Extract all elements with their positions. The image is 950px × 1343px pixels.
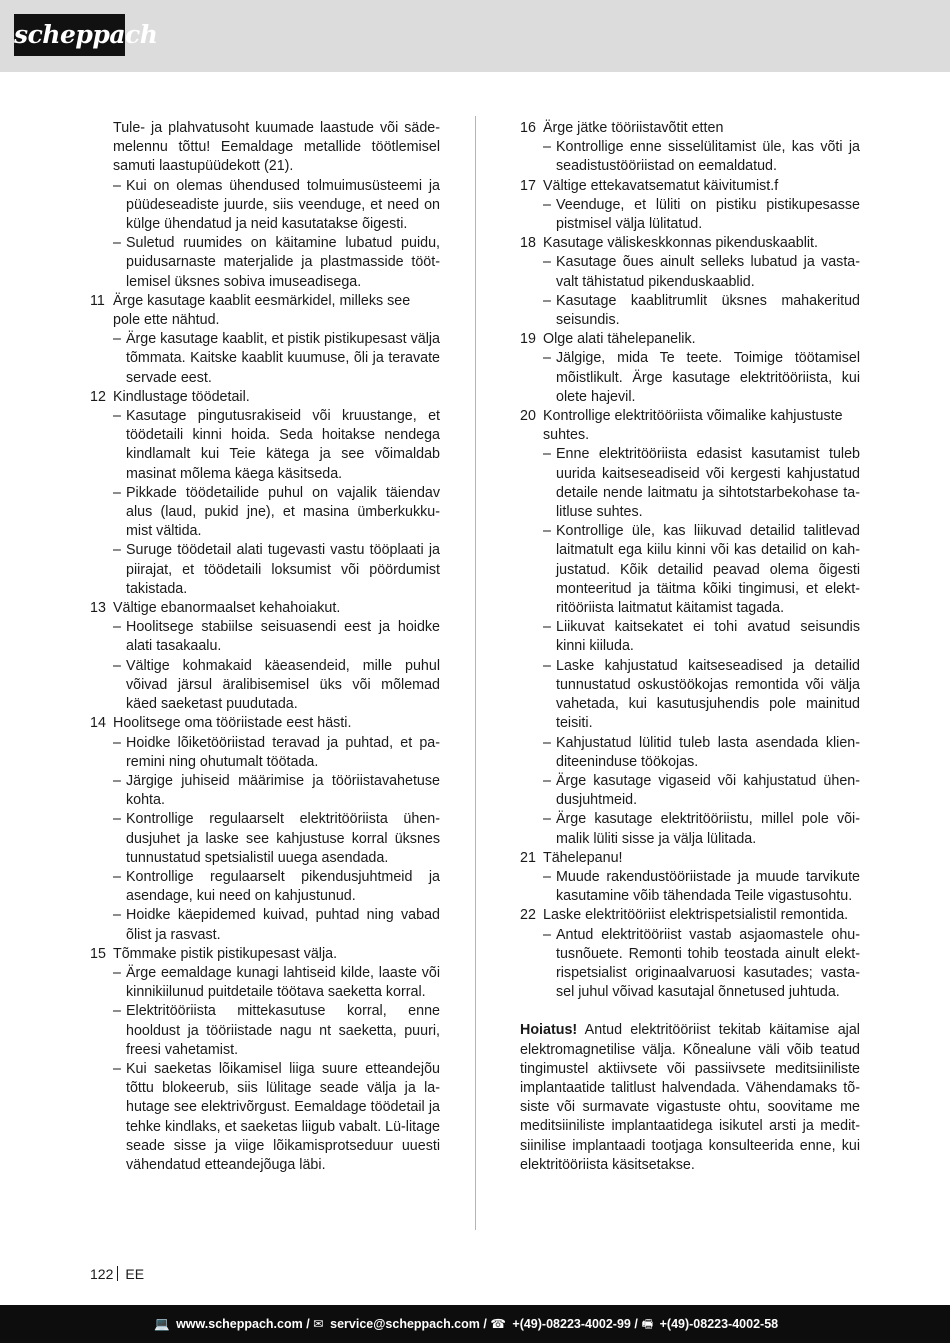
bullet-item <box>90 330 440 388</box>
item-heading: Kontrollige elektritööriista võimalike kahjustuste suhtes. <box>543 408 843 444</box>
dash-bullet-icon: – <box>113 484 121 501</box>
bullet-text: Ärge eemaldage kunagi lahtiseid kilde, laaste või kinnikiilunud puitdetaile töötava saeketta korral. <box>126 964 440 1001</box>
bullet-text: Kasutage õues ainult selleks lubatud ja vasta-valt tähistatud pikenduskaablid. <box>556 254 860 290</box>
bullet-item <box>520 734 860 772</box>
item-number: 11 <box>90 292 105 309</box>
item-number: 21 <box>520 849 536 866</box>
column-divider <box>475 116 476 1230</box>
item-number: 19 <box>520 331 536 348</box>
bullet-text: Veenduge, et lüliti on pistiku pistikupesasse pistmisel välja lülitatud. <box>556 196 860 233</box>
bullet-item <box>90 484 440 542</box>
item-heading: Tähelepanu! <box>543 849 623 866</box>
dash-bullet-icon: – <box>113 811 121 828</box>
bullet-item <box>520 618 860 656</box>
bullet-item <box>520 772 860 810</box>
bullet-text: Suruge töödetail alati tugevasti vastu tööplaati ja piirajat, et töödetaili loksumist või pöördumist takistada. <box>126 542 440 597</box>
bullet-text: Kontrollige regulaarselt pikendusjuhtmeid ja asendage, kui need on kahjustunud. <box>126 868 440 905</box>
bullet-item <box>90 407 440 484</box>
item-heading: Kindlustage töödetail. <box>113 388 250 405</box>
bullet-item <box>90 1002 440 1060</box>
bullet-item <box>90 541 440 599</box>
dash-bullet-icon: – <box>113 1060 121 1077</box>
bullet-text: Kahjustatud lülitid tuleb lasta asendada klien-diteeninduse töökojas. <box>556 734 860 770</box>
item-heading: Vältige ebanormaalset kehahoiakut. <box>113 600 341 617</box>
item-heading: Vältige ettekavatsematut käivitumist.f <box>543 177 779 194</box>
dash-bullet-icon: – <box>543 446 551 463</box>
dash-bullet-icon: – <box>543 196 551 213</box>
bullet-item <box>90 810 440 868</box>
bullet-text: Suletud ruumides on käitamine lubatud puidu, puidusarnaste materjalide ja plastmasside tööt-lemisel üksnes sobiva imuseadisega. <box>126 235 440 290</box>
bullet-item <box>90 1060 440 1175</box>
bullet-item <box>520 138 860 176</box>
page-header <box>0 0 950 72</box>
bullet-item <box>520 253 860 291</box>
phone-icon: ☎ <box>490 1317 506 1331</box>
dash-bullet-icon: – <box>113 177 121 194</box>
numbered-item <box>520 407 860 445</box>
numbered-item <box>520 119 860 138</box>
dash-bullet-icon: – <box>543 619 551 636</box>
bullet-text: Kontrollige üle, kas liikuvad detailid talitlevad laitmatult ega kiilu kinni või kas detailid on kah-justatud. Kõik detailid peavad olema õigesti monteeritud ja täitma kõiki tingimusi, et elekt-ritööriista laitmatut käitamist tagada. <box>556 523 860 617</box>
dash-bullet-icon: – <box>113 772 121 789</box>
dash-bullet-icon: – <box>113 868 121 885</box>
bullet-item <box>90 618 440 656</box>
item-heading: Ärge jätke tööriistavõtit etten <box>543 120 724 136</box>
dash-bullet-icon: – <box>543 772 551 789</box>
dash-bullet-icon: – <box>113 907 121 924</box>
warning-label: Hoiatus! <box>520 1022 578 1039</box>
bullet-text: Elektritööriista mittekasutuse korral, enne hooldust ja tööriistade nagu nt saeketta, puuri, freesi vahetamist. <box>126 1003 440 1058</box>
bullet-item <box>520 926 860 1003</box>
bullet-item <box>520 522 860 618</box>
dash-bullet-icon: – <box>543 926 551 943</box>
bullet-text: Muude rakendustööriistade ja muude tarvikute kasutamine võib tähendada Teile vigastusohtu. <box>556 868 860 905</box>
bullet-item <box>90 868 440 906</box>
bullet-item <box>520 445 860 522</box>
item-heading: Tõmmake pistik pistikupesast välja. <box>113 945 338 962</box>
numbered-item <box>520 849 860 868</box>
item-number: 18 <box>520 235 536 252</box>
mail-icon: ✉ <box>313 1317 324 1331</box>
warning-paragraph <box>520 1021 860 1175</box>
bullet-text: Hoidke lõiketööriistad teravad ja puhtad, et pa-remini ning ohutumalt töötada. <box>126 734 440 770</box>
footer-fax: +(49)-08223-4002-58 <box>659 1317 779 1331</box>
item-number: 12 <box>90 388 106 405</box>
bullet-text: Kontrollige enne sisselülitamist üle, kas võti ja seadistustööriistad on eemaldatud. <box>556 139 860 175</box>
dash-bullet-icon: – <box>543 811 551 828</box>
numbered-item <box>90 292 440 330</box>
monitor-icon: 💻 <box>154 1317 170 1331</box>
dash-bullet-icon: – <box>113 542 121 559</box>
numbered-item <box>520 234 860 253</box>
dash-bullet-icon: – <box>113 331 121 348</box>
item-heading: Hoolitsege oma tööriistade eest hästi. <box>113 715 352 732</box>
bullet-item <box>90 964 440 1002</box>
bullet-text: Kasutage kaablitrumlit üksnes mahakeritud seisundis. <box>556 292 860 329</box>
dash-bullet-icon: – <box>543 139 551 156</box>
footer-phone: +(49)-08223-4002-99 / <box>512 1317 638 1331</box>
dash-bullet-icon: – <box>113 408 121 425</box>
item-number: 14 <box>90 715 106 732</box>
item-number: 15 <box>90 945 106 962</box>
footer-web[interactable]: www.scheppach.com / <box>176 1317 310 1331</box>
dash-bullet-icon: – <box>113 964 121 981</box>
numbered-item <box>520 330 860 349</box>
dash-bullet-icon: – <box>113 1003 121 1020</box>
dash-bullet-icon: – <box>113 235 121 252</box>
bullet-item <box>520 292 860 330</box>
numbered-item <box>520 906 860 925</box>
bullet-item <box>520 868 860 906</box>
dash-bullet-icon: – <box>113 657 121 674</box>
right-column-items <box>520 119 860 1002</box>
warning-text: Antud elektritööriist tekitab käitamise ajal elektromagnetilise välja. Kõnealune väli võib teatud tingimustel aktiivsete või passiivsete meditsiiniliste implantaatide talitlust halvendada. Vähendamaks tõ-siste või surmavate vigastuste ohtu, soovitame me meditsiiniliste implantaatidega isikutel arsti ja medit-siinilise implantaadi tootjaga konsulteerida enne, kui elektritööriista käsitsetakse. <box>520 1022 860 1173</box>
item-heading: Olge alati tähelepanelik. <box>543 331 696 348</box>
bullet-text: Ärge kasutage elektritööriistu, millel pole või-malik lüliti sisse ja välja lülitada. <box>556 811 860 847</box>
contact-footer <box>0 1305 950 1343</box>
page-number-separator <box>117 1266 118 1281</box>
dash-bullet-icon: – <box>543 350 551 367</box>
bullet-text: Pikkade töödetailide puhul on vajalik täiendav alus (laud, pukid jne), et masina ümberkukku-mist vältida. <box>126 484 440 540</box>
fax-icon: 🖷 <box>641 1317 654 1331</box>
bullet-item <box>90 906 440 944</box>
dash-bullet-icon: – <box>113 619 121 636</box>
contact-line <box>154 1305 778 1343</box>
item-number: 20 <box>520 408 536 425</box>
bullet-text: Hoidke käepidemed kuivad, puhtad ning vabad õlist ja rasvast. <box>126 907 440 943</box>
numbered-item <box>90 945 440 964</box>
dash-bullet-icon: – <box>543 254 551 271</box>
numbered-item <box>90 599 440 618</box>
dash-bullet-icon: – <box>543 734 551 751</box>
bullet-text: Kui on olemas ühendused tolmuimusüsteemi ja püüdeseadiste juurde, siis veenduge, et need on külge ühendatud ja neid kasutatakse õigesti. <box>126 177 440 233</box>
item-heading: Ärge kasutage kaablit eesmärkidel, milleks see pole ette nähtud. <box>113 292 411 329</box>
brand-logo: scheppach <box>14 14 125 56</box>
bullet-text: Laske kahjustatud kaitseseadised ja detailid tunnustatud oskustöökojas remontida või välja vahetada, kui kasutusjuhendis pole mainitud teisiti. <box>556 657 860 732</box>
bullet-text: Enne elektritööriista edasist kasutamist tuleb uurida kaitseseadiseid või kergesti kahjustatud detaile nende laitmatu ja sihtotstarbekohase ta-litluse suhtes. <box>556 446 860 521</box>
bullet-item <box>90 734 440 772</box>
dash-bullet-icon: – <box>543 523 551 540</box>
bullet-item <box>520 196 860 234</box>
item-heading: Kasutage väliskeskkonnas pikenduskaablit. <box>543 235 818 252</box>
footer-email[interactable]: service@scheppach.com / <box>330 1317 487 1331</box>
dash-bullet-icon: – <box>113 734 121 751</box>
item-number: 17 <box>520 177 536 194</box>
bullet-text: Hoolitsege stabiilse seisuasendi eest ja hoidke alati tasakaalu. <box>126 619 440 655</box>
right-column <box>520 119 860 1175</box>
left-column <box>90 119 440 1175</box>
bullet-item <box>90 657 440 715</box>
bullet-item <box>520 810 860 848</box>
bullet-text: Antud elektritööriist vastab asjaomastele ohu-tusnõuete. Remonti tohib teostada ainult elekt-rispetsialist originaalvaruosi kasutades; vasta-sel juhul võivad kasutajal õnnetused juhtuda. <box>556 926 860 1001</box>
bullet-text: Järgige juhiseid määrimise ja tööriistavahetuse kohta. <box>126 772 440 809</box>
numbered-item <box>520 177 860 196</box>
page-footer-number <box>90 1264 144 1284</box>
bullet-item <box>90 177 440 235</box>
dash-bullet-icon: – <box>543 292 551 309</box>
bullet-item <box>90 234 440 292</box>
bullet-text: Kasutage pingutusrakiseid või kruustange, et töödetaili kinni hoida. Seda hoitakse nendega kindlamalt kui Teie kätega ja see võimaldab masinat mõlema käega käsitseda. <box>126 408 440 482</box>
item-number: 22 <box>520 907 536 924</box>
page-language: EE <box>125 1266 145 1282</box>
continued-paragraph: Tule- ja plahvatusoht kuumade laastude või säde-melennu tõttu! Eemaldage metallide töötlemisel samuti laastupüüdekott (21). <box>113 120 440 175</box>
bullet-text: Vältige kohmakaid käeasendeid, mille puhul võivad järsul äralibisemisel üks või mõlemad käed saeketast puudutada. <box>126 657 440 713</box>
item-number: 13 <box>90 600 106 617</box>
numbered-item <box>90 714 440 733</box>
item-heading: Laske elektritööriist elektrispetsialistil remontida. <box>543 907 849 924</box>
numbered-item <box>90 388 440 407</box>
bullet-item <box>520 657 860 734</box>
bullet-text: Kontrollige regulaarselt elektritööriista ühen-dusjuhet ja laske see kahjustuse korral üksnes tunnustatud spetsialistil uuega asendada. <box>126 811 440 866</box>
bullet-text: Liikuvat kaitsekatet ei tohi avatud seisundis kinni kiiluda. <box>556 619 860 655</box>
item-number: 16 <box>520 120 536 136</box>
bullet-text: Ärge kasutage vigaseid või kahjustatud ühen-dusjuhtmeid. <box>556 772 860 809</box>
bullet-item <box>90 772 440 810</box>
bullet-text: Jälgige, mida Te teete. Toimige töötamisel mõistlikult. Ärge kasutage elektritööriista, kui olete hajevil. <box>556 350 860 405</box>
bullet-item <box>520 349 860 407</box>
bullet-text: Ärge kasutage kaablit, et pistik pistikupesast välja tõmmata. Kaitske kaablit kuumuse, õli ja teravate servade eest. <box>126 331 440 386</box>
dash-bullet-icon: – <box>543 868 551 885</box>
page-number: 122 <box>90 1266 114 1282</box>
bullet-text: Kui saeketas lõikamisel liiga suure etteandejõu tõttu blokeerub, siis lülitage seade välja ja la-hutage see elektrivõrgust. Eemaldage töödetail ja tehke kindlaks, et saeketas liigub vabalt. Lü-litage seade sisse ja viige lõikamisprotseduur uuesti vähendatud etteandejõuga läbi. <box>126 1060 440 1173</box>
dash-bullet-icon: – <box>543 657 551 674</box>
